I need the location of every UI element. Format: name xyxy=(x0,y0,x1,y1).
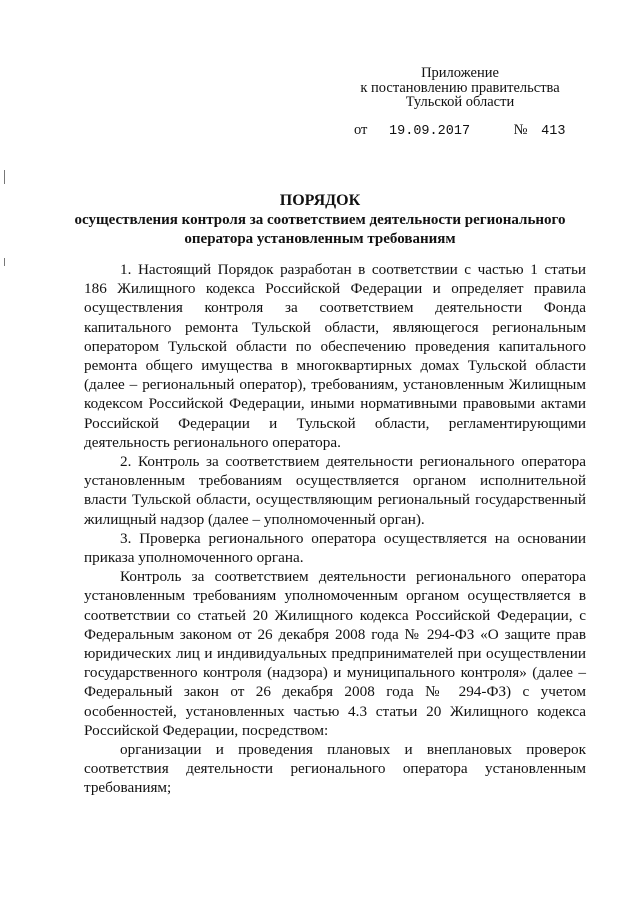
scan-margin-mark xyxy=(4,258,5,266)
appendix-line: Тульской области xyxy=(405,94,515,110)
document-body xyxy=(84,260,586,798)
number-label: № xyxy=(513,122,528,138)
from-label: от xyxy=(354,122,368,138)
body-paragraph: организации и проведения плановых и внеплановых проверок соответствия деятельности регионального оператора установленным требованиям; xyxy=(84,741,586,797)
body-paragraph: 3. Проверка регионального оператора осуществляется на основании приказа уполномоченного органа. xyxy=(84,529,586,567)
title-heading: ПОРЯДОК xyxy=(279,192,361,209)
document-title xyxy=(60,190,580,249)
document-reference xyxy=(354,122,594,139)
body-paragraph: 2. Контроль за соответствием деятельности регионального оператора установленным требованиям осуществляется органом исполнительной власти Тульской области, осуществляющим региональный государственный жилищный надзор (далее – уполномоченный орган). xyxy=(84,453,586,528)
title-subtitle-line: оператора установленным требованиям xyxy=(184,231,456,247)
document-number: 413 xyxy=(541,124,566,139)
body-paragraph: 1. Настоящий Порядок разработан в соответствии с частью 1 статьи 186 Жилищного кодекса Российской Федерации и определяет правила осуществления контроля за соответствием деятельности Фонда капитального ремонта Тульской области, являющегося региональным оператором Тульской области по обеспечению проведения капитального ремонта общего имущества в многоквартирных домах Тульской области (далее – региональный оператор), требованиям, установленным Жилищным кодексом Российской Федерации, иными нормативными правовыми актами Российской Федерации и Тульской области, регламентирующими деятельность регионального оператора. xyxy=(84,261,586,451)
scan-margin-mark xyxy=(4,170,5,184)
title-subtitle-line: осуществления контроля за соответствием деятельности регионального xyxy=(74,212,566,228)
body-paragraph: Контроль за соответствием деятельности регионального оператора установленным требованиям уполномоченным органом осуществляется в соответствии со статьей 20 Жилищного кодекса Российской Федерации, с Федеральным законом от 26 декабря 2008 года № 294-ФЗ «О защите прав юридических лиц и индивидуальных предпринимателей при осуществлении государственного контроля (надзора) и муниципального контроля» (далее – Федеральный закон от 26 декабря 2008 года № 294-ФЗ) с учетом особенностей, установленных частью 4.3 статьи 20 Жилищного кодекса Российской Федерации, посредством: xyxy=(84,568,586,739)
appendix-block xyxy=(340,66,580,110)
appendix-line: к постановлению правительства xyxy=(360,79,560,96)
document-date: 19.09.2017 xyxy=(389,124,471,139)
appendix-line: Приложение xyxy=(421,65,499,81)
